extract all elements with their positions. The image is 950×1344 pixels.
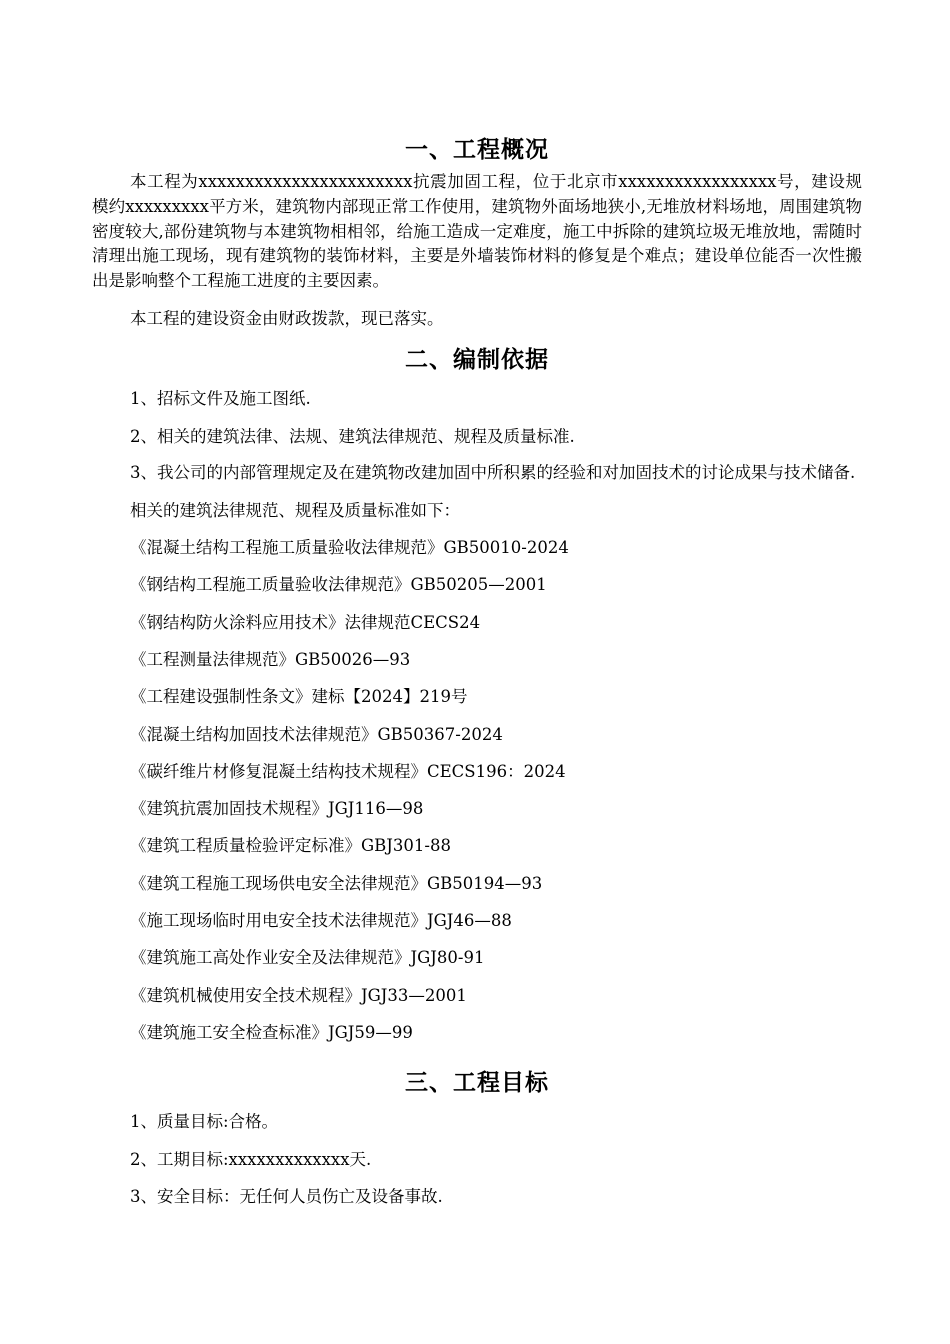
basis-item-3: 3、我公司的内部管理规定及在建筑物改建加固中所积累的经验和对加固技术的讨论成果与技术储备. (130, 462, 856, 482)
standards-intro: 相关的建筑法律规范、规程及质量标准如下： (130, 500, 460, 520)
section-2-title: 二、编制依据 (405, 347, 549, 374)
standard-item: 《建筑工程施工现场供电安全法律规范》GB50194—93 (130, 873, 543, 893)
standard-item: 《建筑施工高处作业安全及法律规范》JGJ80-91 (130, 948, 485, 968)
goal-item-schedule: 2、工期目标:xxxxxxxxxxxxx天. (130, 1149, 372, 1169)
standard-item: 《建筑机械使用安全技术规程》JGJ33—2001 (130, 985, 467, 1005)
standard-item: 《建筑抗震加固技术规程》JGJ116—98 (130, 799, 424, 819)
document-page (92, 130, 862, 1215)
standard-item: 《施工现场临时用电安全技术法律规范》JGJ46—88 (130, 911, 512, 931)
standard-item: 《碳纤维片材修复混凝土结构技术规程》CECS196：2024 (130, 761, 566, 781)
section-3-title: 三、工程目标 (405, 1070, 549, 1097)
standard-item: 《建筑施工安全检查标准》JGJ59—99 (130, 1022, 413, 1042)
goal-item-quality: 1、质量目标:合格。 (130, 1112, 279, 1132)
standard-item: 《工程建设强制性条文》建标【2024】219号 (130, 687, 468, 707)
basis-item-1: 1、招标文件及施工图纸. (130, 389, 311, 409)
overview-paragraph: 本工程为xxxxxxxxxxxxxxxxxxxxxxx抗震加固工程，位于北京市xxxxxxxxxxxxxxxxx号，建设规模约xxxxxxxxx平方米，建筑物内部现正常工作使用，建筑物外面场地狭小,无堆放材料场地，周围建筑物密度较大,部份建筑物与本建筑物相相邻，给施工造成一定难度，施工中拆除的建筑垃圾无堆放地，需随时清理出施工现场，现有建筑物的装饰材料，主要是外墙装饰材料的修复是个难点；建设单位能否一次性搬出是影响整个工程施工进度的主要因素。 (92, 172, 862, 291)
basis-item-2: 2、相关的建筑法律、法规、建筑法律规范、规程及质量标准. (130, 426, 575, 446)
standard-item: 《钢结构工程施工质量验收法律规范》GB50205—2001 (130, 575, 547, 595)
standard-item: 《混凝土结构工程施工质量验收法律规范》GB50010-2024 (130, 538, 569, 558)
goal-item-safety: 3、安全目标：无任何人员伤亡及设备事故. (130, 1186, 443, 1206)
funding-paragraph: 本工程的建设资金由财政拨款，现已落实。 (130, 308, 444, 328)
standard-item: 《钢结构防火涂料应用技术》法律规范CECS24 (130, 612, 481, 632)
standard-item: 《工程测量法律规范》GB50026—93 (130, 649, 411, 669)
section-1-title: 一、工程概况 (405, 137, 549, 163)
standard-item: 《建筑工程质量检验评定标准》GBJ301-88 (130, 836, 451, 856)
standard-item: 《混凝土结构加固技术法律规范》GB50367-2024 (130, 724, 503, 744)
